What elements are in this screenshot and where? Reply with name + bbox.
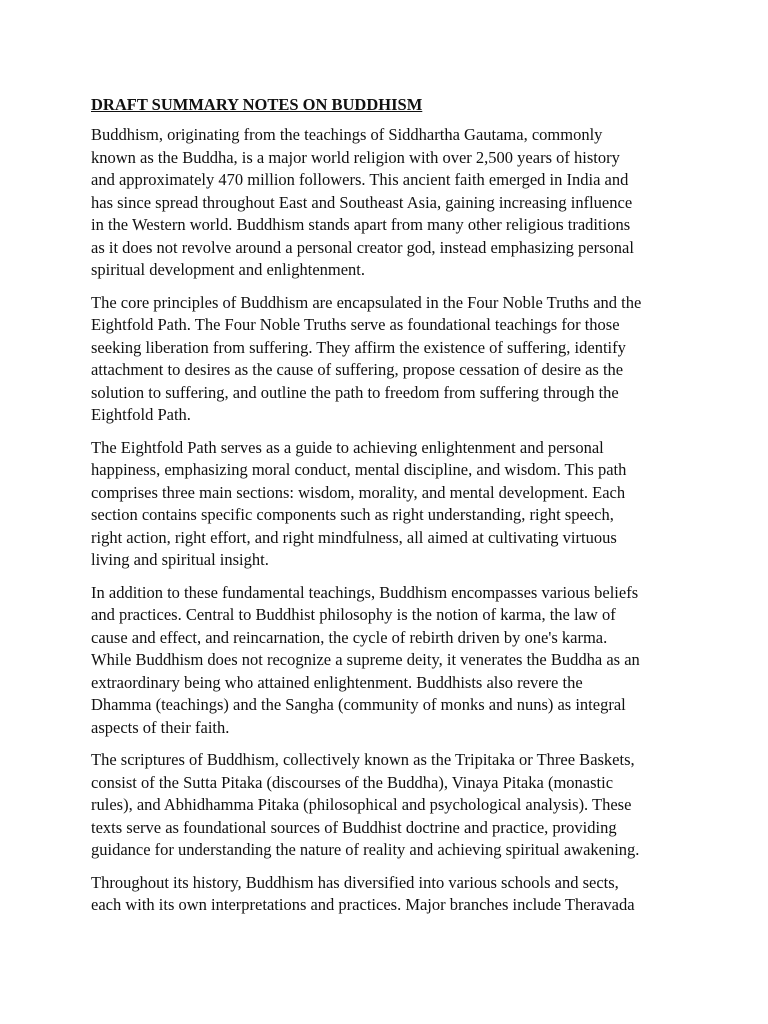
text-line: guidance for understanding the nature of reality and achieving spiritual awakening. [91,840,640,859]
text-line: as it does not revolve around a personal creator god, instead emphasizing personal [91,237,634,257]
text-line: and approximately 470 million followers. This ancient faith emerged in India and [91,170,629,189]
paragraph [91,872,691,917]
text-line: solution to suffering, and outline the path to freedom from suffering through the [91,382,619,402]
text-line: Buddhism, originating from the teachings of Siddhartha Gautama, commonly [91,125,603,144]
text-line: has since spread throughout East and Southeast Asia, gaining increasing influence [91,192,633,212]
text-line: The scriptures of Buddhism, collectively known as the Tripitaka or Three Baskets, [91,750,635,769]
text-line: Eightfold Path. [91,405,191,424]
text-line: Eightfold Path. The Four Noble Truths serve as foundational teachings for those [91,315,620,334]
text-line: right action, right effort, and right mindfulness, all aimed at cultivating virtuous [91,527,617,547]
text-line: attachment to desires as the cause of suffering, propose cessation of desire as the [91,360,624,379]
text-line: consist of the Sutta Pitaka (discourses of the Buddha), Vinaya Pitaka (monastic [91,772,614,792]
text-line: aspects of their faith. [91,717,230,737]
text-line: in the Western world. Buddhism stands apart from many other religious traditions [91,215,631,234]
text-line: rules), and Abhidhamma Pitaka (philosophical and psychological analysis). These [91,795,632,814]
text-line: spiritual development and enlightenment. [91,260,366,279]
document-title: DRAFT SUMMARY NOTES ON BUDDHISM [91,95,423,114]
text-line: comprises three main sections: wisdom, morality, and mental development. Each [91,482,626,502]
text-line: cause and effect, and reincarnation, the cycle of rebirth driven by one's karma. [91,627,608,647]
paragraph [91,292,691,427]
text-line: extraordinary being who attained enlightenment. Buddhists also revere the [91,672,583,692]
text-line: and practices. Central to Buddhist philosophy is the notion of karma, the law of [91,605,616,624]
text-line: texts serve as foundational sources of Buddhist doctrine and practice, providing [91,817,617,837]
text-line: living and spiritual insight. [91,550,269,569]
paragraph [91,749,691,862]
text-line: While Buddhism does not recognize a supreme deity, it venerates the Buddha as an [91,650,640,669]
paragraph [91,437,691,572]
text-line: each with its own interpretations and practices. Major branches include Theravada [91,895,635,914]
text-line: happiness, emphasizing moral conduct, mental discipline, and wisdom. This path [91,460,627,479]
text-line: In addition to these fundamental teachings, Buddhism encompasses various beliefs [91,582,639,602]
paragraph [91,124,691,282]
text-line: Throughout its history, Buddhism has diversified into various schools and sects, [91,872,619,892]
text-line: seeking liberation from suffering. They affirm the existence of suffering, identify [91,337,626,357]
text-line: The core principles of Buddhism are encapsulated in the Four Noble Truths and the [91,292,642,312]
text-line: The Eightfold Path serves as a guide to achieving enlightenment and personal [91,437,604,457]
paragraph [91,582,691,740]
text-line: known as the Buddha, is a major world religion with over 2,500 years of history [91,147,620,167]
text-line: section contains specific components such as right understanding, right speech, [91,505,614,524]
document-body [91,94,691,927]
text-line: Dhamma (teachings) and the Sangha (community of monks and nuns) as integral [91,695,626,714]
